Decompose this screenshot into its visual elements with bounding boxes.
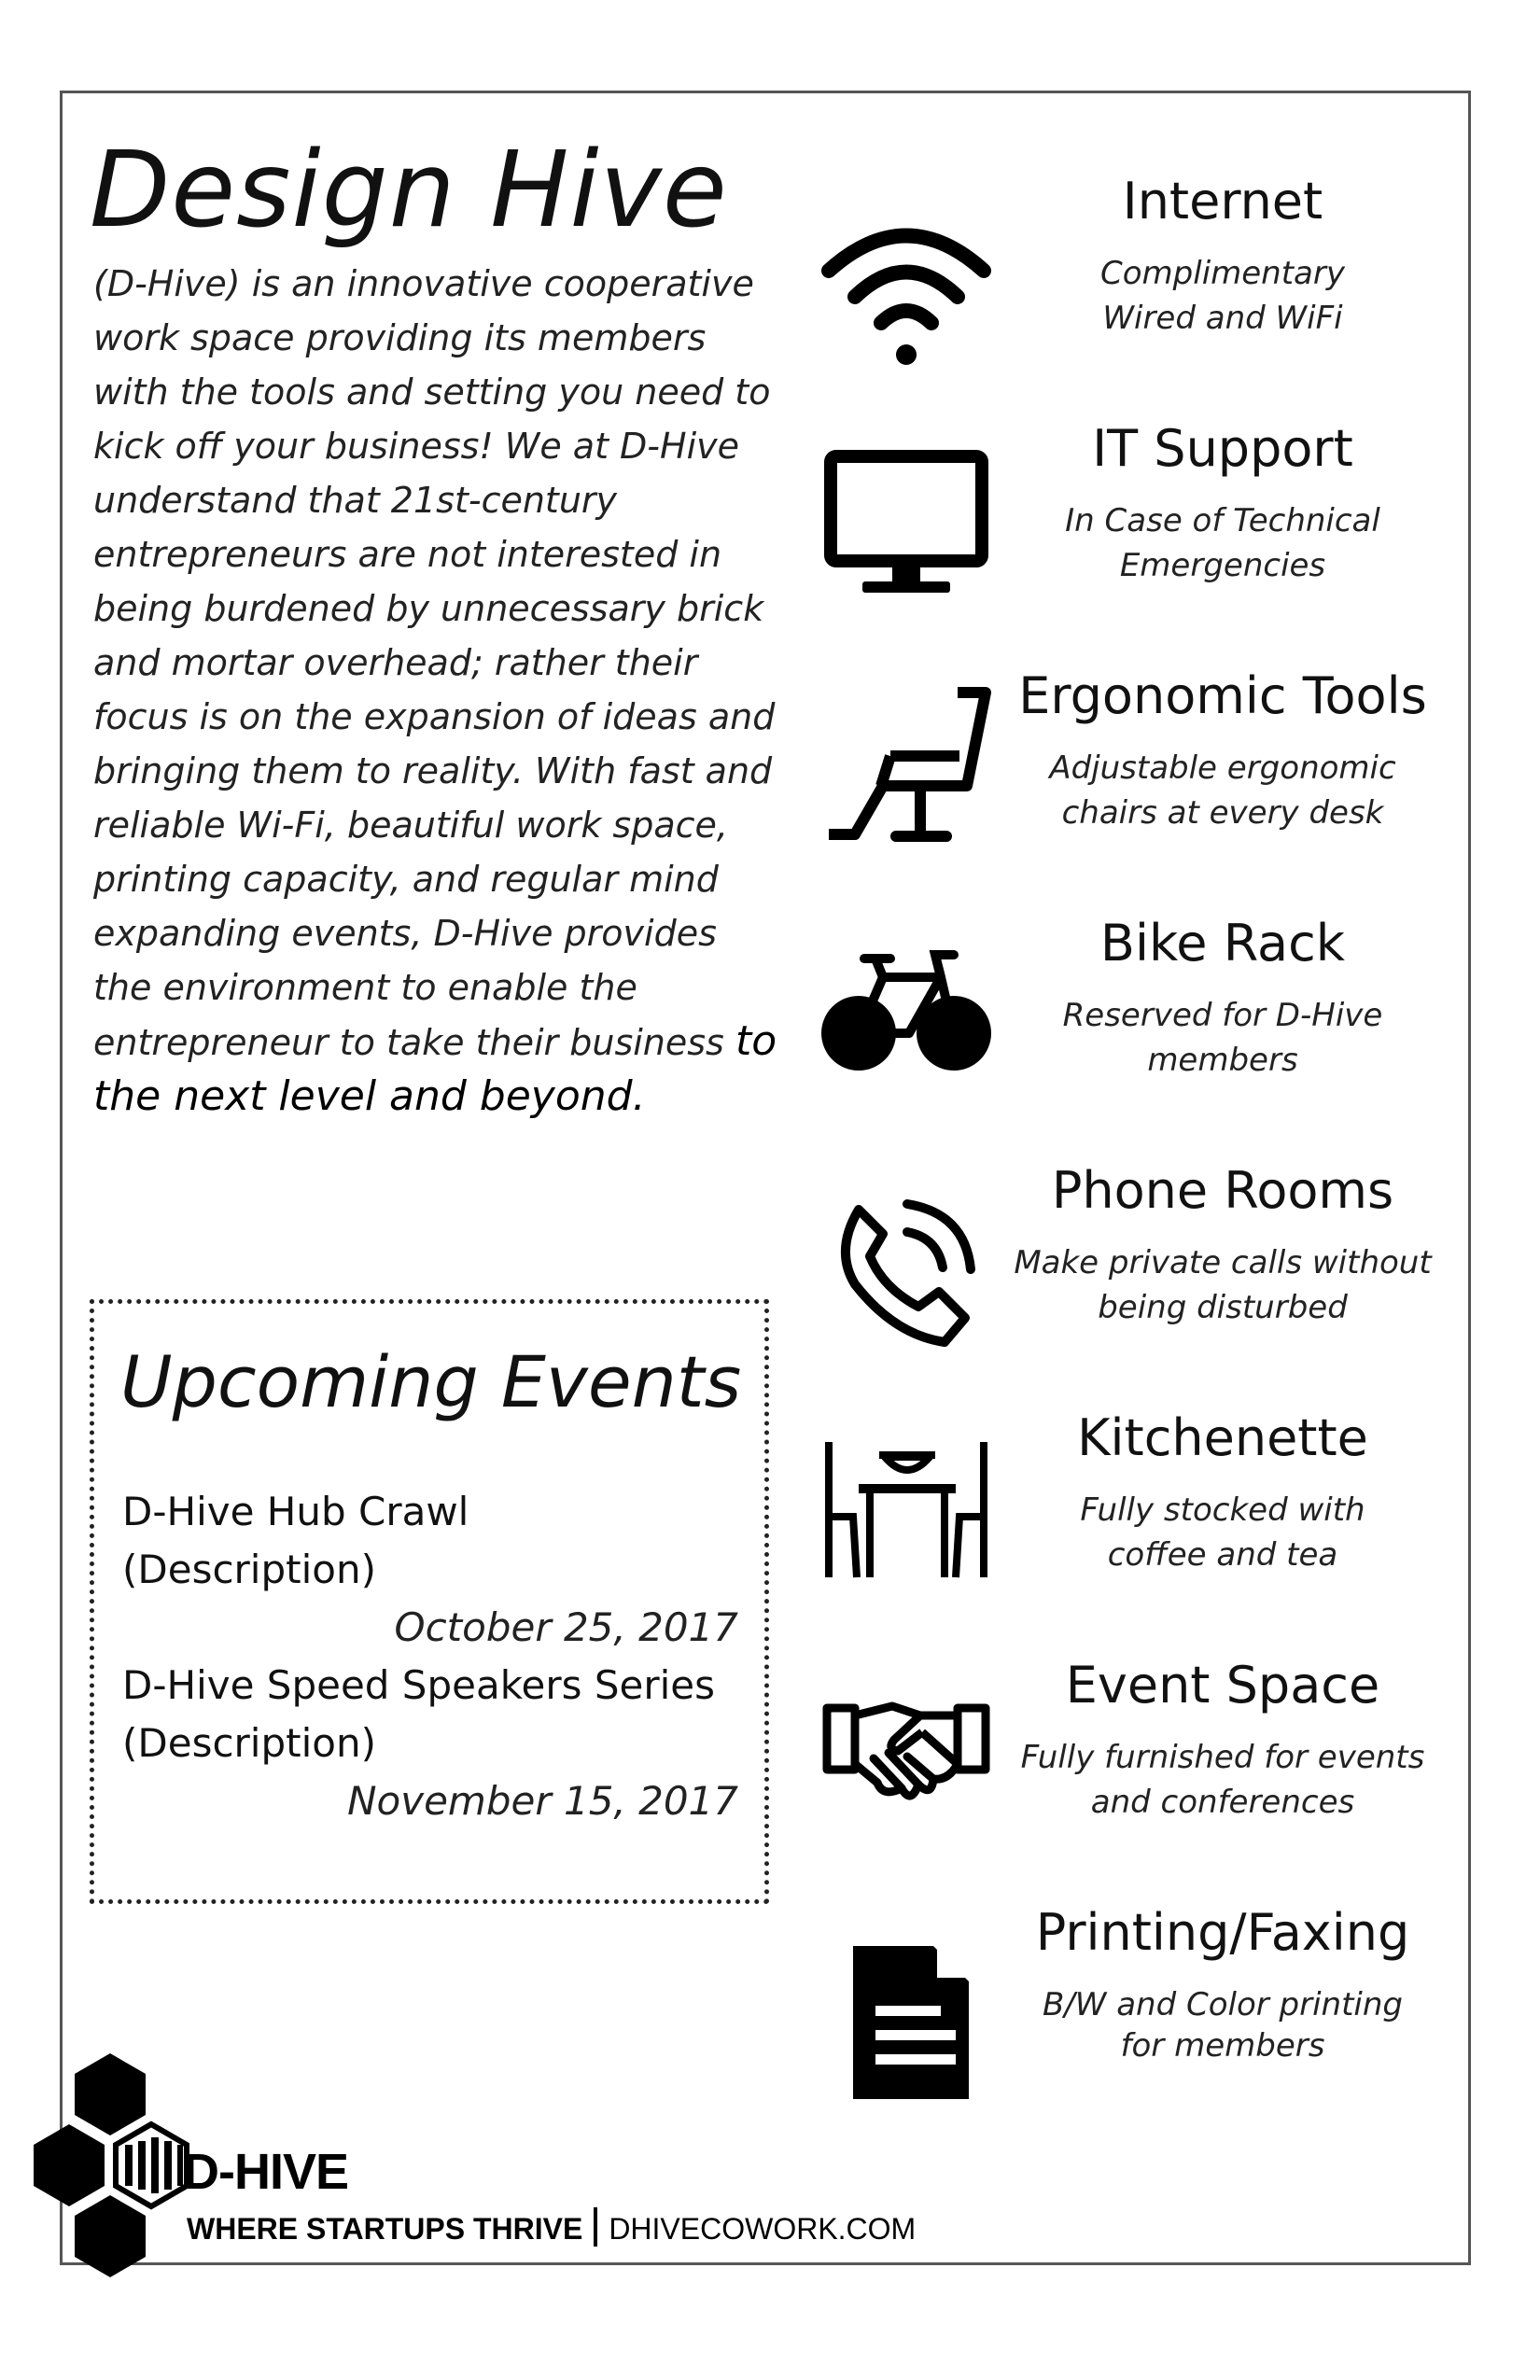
- amenity-desc-line2: and conferences: [1090, 1784, 1355, 1821]
- amenity-printing-faxing: [803, 1899, 1456, 2133]
- website-link[interactable]: DHIVECOWORK.COM: [609, 2212, 917, 2246]
- dining-table-icon: [818, 1423, 995, 1591]
- amenity-desc-line2: coffee and tea: [1107, 1536, 1338, 1574]
- events-title: Upcoming Events: [120, 1340, 742, 1423]
- bicycle-icon: [818, 919, 995, 1087]
- amenity-desc-line1: Complimentary: [1100, 255, 1345, 292]
- event-item: [122, 1657, 738, 1830]
- amenity-name: Event Space: [1065, 1656, 1380, 1715]
- amenity-name: Ergonomic Tools: [1018, 666, 1427, 725]
- event-description: (Description): [122, 1720, 376, 1766]
- page-title: Design Hive: [90, 130, 728, 251]
- amenity-desc-line1: B/W and Color printing: [1042, 1986, 1404, 2023]
- event-description: (Description): [122, 1547, 376, 1592]
- intro-tail: to the next level and beyond.: [93, 1017, 777, 1120]
- amenity-kitchenette: [803, 1405, 1456, 1638]
- amenity-name: Printing/Faxing: [1035, 1903, 1410, 1962]
- amenity-desc-line2: being disturbed: [1098, 1289, 1348, 1326]
- amenity-internet: [803, 168, 1456, 401]
- amenity-desc-line1: Reserved for D-Hive: [1062, 997, 1383, 1034]
- amenity-event-space: [803, 1652, 1456, 1885]
- event-date: October 25, 2017: [394, 1604, 738, 1650]
- document-icon: [818, 1940, 995, 2108]
- tagline-text: WHERE STARTUPS THRIVE: [187, 2212, 583, 2246]
- intro-paragraph: [93, 257, 784, 1125]
- monitor-icon: [818, 443, 995, 611]
- brand-name: D-HIVE: [183, 2144, 349, 2200]
- amenity-desc-line1: Fully stocked with: [1080, 1491, 1365, 1529]
- wifi-icon: [818, 205, 995, 373]
- amenity-bike-rack: [803, 910, 1456, 1143]
- divider: [594, 2207, 597, 2247]
- event-name: D-Hive Hub Crawl: [122, 1489, 469, 1534]
- phone-icon: [818, 1195, 995, 1363]
- amenity-desc-line1: Adjustable ergonomic: [1049, 749, 1396, 787]
- amenity-desc-line2: Wired and WiFi: [1102, 300, 1343, 337]
- chair-icon: [818, 683, 995, 851]
- amenity-desc-line1: Make private calls without: [1014, 1244, 1432, 1281]
- intro-text: (D-Hive) is an innovative cooperative work space providing its members with the tools and setting you need to kick off your business! We at D-Hive understand that 21st-century entrepreneurs are not interested in being burdened by unnecessary brick and mortar overhead; rather their focus is on the expansion of ideas and bringing them to reality. With fast and reliable Wi-Fi, beautiful work space, printing capacity, and regular mind expanding events, D-Hive provides the environment to enable the entrepreneur to take their business: [93, 263, 776, 1063]
- amenity-desc-line2: Emergencies: [1119, 547, 1326, 584]
- footer-tagline: [187, 2207, 916, 2247]
- amenity-desc-line1: Fully furnished for events: [1020, 1739, 1425, 1776]
- amenity-name: Internet: [1122, 172, 1323, 231]
- event-date: November 15, 2017: [347, 1778, 738, 1824]
- amenity-it-support: [803, 415, 1456, 649]
- amenity-desc-line1: In Case of Technical: [1065, 502, 1380, 539]
- amenity-phone-rooms: [803, 1157, 1456, 1391]
- amenity-name: Kitchenette: [1077, 1408, 1368, 1467]
- amenity-name: Phone Rooms: [1051, 1161, 1394, 1220]
- amenity-ergonomic-tools: [803, 663, 1456, 896]
- amenity-desc-line2: for members: [1120, 2027, 1325, 2065]
- event-name: D-Hive Speed Speakers Series: [122, 1662, 716, 1708]
- amenity-name: IT Support: [1092, 419, 1353, 478]
- amenity-name: Bike Rack: [1099, 914, 1346, 973]
- amenity-desc-line2: chairs at every desk: [1061, 794, 1384, 832]
- upcoming-events-box: [90, 1299, 769, 1904]
- handshake-icon: [818, 1671, 995, 1839]
- event-item: [122, 1483, 738, 1657]
- amenity-desc-line2: members: [1147, 1042, 1298, 1079]
